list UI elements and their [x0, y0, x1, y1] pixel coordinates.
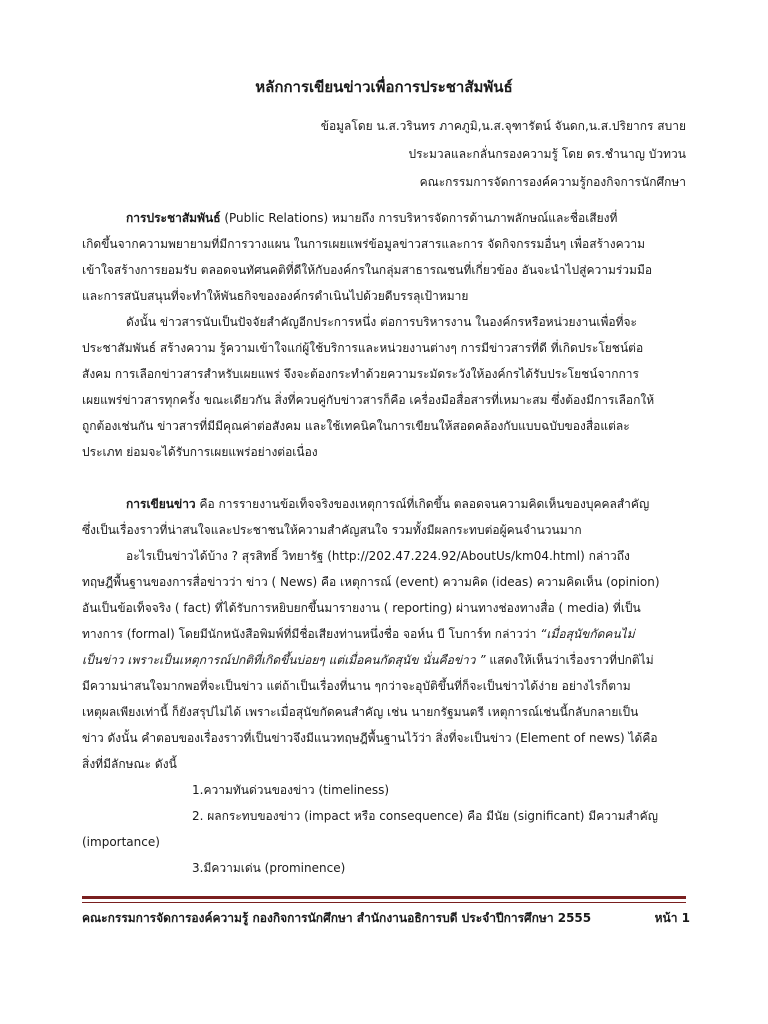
credits-line-editor: ประมวลและกลั่นกรองความรู้ โดย ดร.ชำนาญ บัวทวน: [408, 147, 686, 161]
paragraph-line: ประชาสัมพันธ์ สร้างความ รู้ความเข้าใจแก่ผู้ใช้บริการและหน่วยงานต่างๆ การมีข่าวสารที่ดี ที่เกิดประโยชน์ต่อ: [82, 341, 644, 355]
list-item: 2. ผลกระทบของข่าว (impact หรือ consequence) คือ มีนัย (significant) มีความสำคัญ: [192, 809, 658, 823]
paragraph-line: สังคม การเลือกข่าวสารสำหรับเผยแพร่ จึงจะต้องกระทำด้วยความระมัดระวังให้องค์กรได้รับประโยชน์จากการ: [82, 367, 639, 381]
quote-text: เป็นข่าว เพราะเป็นเหตุการณ์ปกติที่เกิดขึ้นบ่อยๆ แต่เมื่อคนกัดสุนัข นั่นคือข่าว ”: [82, 653, 486, 667]
quote-text: “เมื่อสุนัขกัดคนไม่: [540, 627, 635, 641]
credits-line-authors: ข้อมูลโดย น.ส.วรินทร ภาคภูมิ,น.ส.จุฑารัตน์ จันดก,น.ส.ปริยากร สบาย: [320, 119, 686, 133]
paragraph-line: และการสนับสนุนที่จะทำให้พันธกิจขององค์กรดำเนินไปด้วยดีบรรลุเป้าหมาย: [82, 289, 469, 303]
paragraph-line: ทฤษฎีพื้นฐานของการสื่อข่าวว่า ข่าว ( News) คือ เหตุการณ์ (event) ความคิด (ideas) ความคิดเห็น (opinion): [82, 575, 660, 589]
credits-line-committee: คณะกรรมการจัดการองค์ความรู้กองกิจการนักศึกษา: [419, 175, 686, 189]
document-title: หลักการเขียนข่าวเพื่อการประชาสัมพันธ์: [255, 78, 513, 96]
paragraph-line: อันเป็นข้อเท็จจริง ( fact) ที่ได้รับการหยิบยกขึ้นมารายงาน ( reporting) ผ่านทางช่องทางสื่อ ( media) ที่เป็น: [82, 601, 641, 615]
paragraph-text: แสดงให้เห็นว่าเรื่องราวที่ปกติไม่: [485, 653, 654, 667]
paragraph-line: เผยแพร่ข่าวสารทุกครั้ง ขณะเดียวกัน สิ่งที่ควบคู่กับข่าวสารก็คือ เครื่องมือสื่อสารที่เหมาะสม ซึ่งต้องมีการเลือกให้: [82, 393, 655, 407]
list-item: 1.ความทันด่วนของข่าว (timeliness): [192, 783, 390, 797]
term-public-relations: การประชาสัมพันธ์: [126, 211, 221, 225]
footer-rule-thin: [82, 902, 686, 903]
paragraph-line: ซึ่งเป็นเรื่องราวที่น่าสนใจและประชาชนให้ความสำคัญสนใจ รวมทั้งมีผลกระทบต่อผู้คนจำนวนมาก: [82, 523, 582, 537]
paragraph-line: มีความน่าสนใจมากพอที่จะเป็นข่าว แต่ถ้าเป็นเรื่องที่นาน ๆกว่าจะอุบัติขึ้นที่ก็จะเป็นข่าวได้ง่าย อย่างไรก็ตาม: [82, 679, 631, 693]
paragraph-line: [82, 621, 686, 647]
paragraph-text: (Public Relations) หมายถึง การบริหารจัดการด้านภาพลักษณ์และชื่อเสียงที่: [220, 211, 618, 225]
paragraph-line: สิ่งที่มีลักษณะ ดังนี้: [82, 757, 177, 771]
paragraph-line: [82, 491, 686, 517]
paragraph-text: คือ การรายงานข้อเท็จจริงของเหตุการณ์ที่เกิดขึ้น ตลอดจนความคิดเห็นของบุคคลสำคัญ: [195, 497, 650, 511]
term-news-writing: การเขียนข่าว: [126, 497, 196, 511]
list-item-continuation: (importance): [82, 835, 160, 849]
paragraph-line: เกิดขึ้นจากความพยายามที่มีการวางแผน ในการเผยแพร่ข้อมูลข่าวสารและการ จัดกิจกรรมอื่นๆ เพื่อสร้างความ: [82, 237, 646, 251]
paragraph-line: [82, 205, 686, 231]
page-footer: [82, 908, 690, 928]
footer-rule-thick: [82, 896, 686, 899]
page-number: หน้า 1: [654, 911, 690, 925]
list-item: 3.มีความเด่น (prominence): [192, 861, 346, 875]
paragraph-line: ข่าว ดังนั้น คำตอบของเรื่องราวที่เป็นข่าวจึงมีแนวทฤษฎีพื้นฐานไว้ว่า สิ่งที่จะเป็นข่าว (Element of news) ได้คือ: [82, 731, 658, 745]
paragraph-line: ประเภท ย่อมจะได้รับการเผยแพร่อย่างต่อเนื่อง: [82, 445, 318, 459]
paragraph-line: ดังนั้น ข่าวสารนับเป็นปัจจัยสำคัญอีกประการหนึ่ง ต่อการบริหารงาน ในองค์กรหรือหน่วยงานเพื่อที่จะ: [126, 315, 637, 329]
paragraph-line: เหตุผลเพียงเท่านี้ ก็ยังสรุปไม่ได้ เพราะเมื่อสุนัขกัดคนสำคัญ เช่น นายกรัฐมนตรี เหตุการณ์เช่นนี้กลับกลายเป็น: [82, 705, 639, 719]
paragraph-line: [82, 647, 686, 673]
paragraph-gap: [82, 465, 686, 491]
paragraph-line: เข้าใจสร้างการยอมรับ ตลอดจนทัศนคติที่ดีให้กับองค์กรในกลุ่มสาธารณชนที่เกี่ยวข้อง อันจะนำไปสู่ความร่วมมือ: [82, 263, 653, 277]
credits-block: [321, 112, 686, 196]
paragraph-text: ทางการ (formal) โดยมีนักหนังสือพิมพ์ที่มีชื่อเสียงท่านหนึ่งชื่อ จอห์น บี โบการ์ท กล่าวว่า: [82, 627, 541, 641]
paragraph-line: อะไรเป็นข่าวได้บ้าง ? สุรสิทธิ์ วิทยารัฐ (http://202.47.224.92/AboutUs/km04.html) กล่าวถึง: [126, 549, 630, 563]
footer-text: คณะกรรมการจัดการองค์ความรู้ กองกิจการนักศึกษา สำนักงานอธิการบดี ประจำปีการศึกษา 2555: [82, 911, 592, 925]
paragraph-line: ถูกต้องเช่นกัน ข่าวสารที่มีมีคุณค่าต่อสังคม และใช้เทคนิคในการเขียนให้สอดคล้องกับแบบฉบับของสื่อแต่ละ: [82, 419, 630, 433]
document-body: [82, 205, 686, 881]
